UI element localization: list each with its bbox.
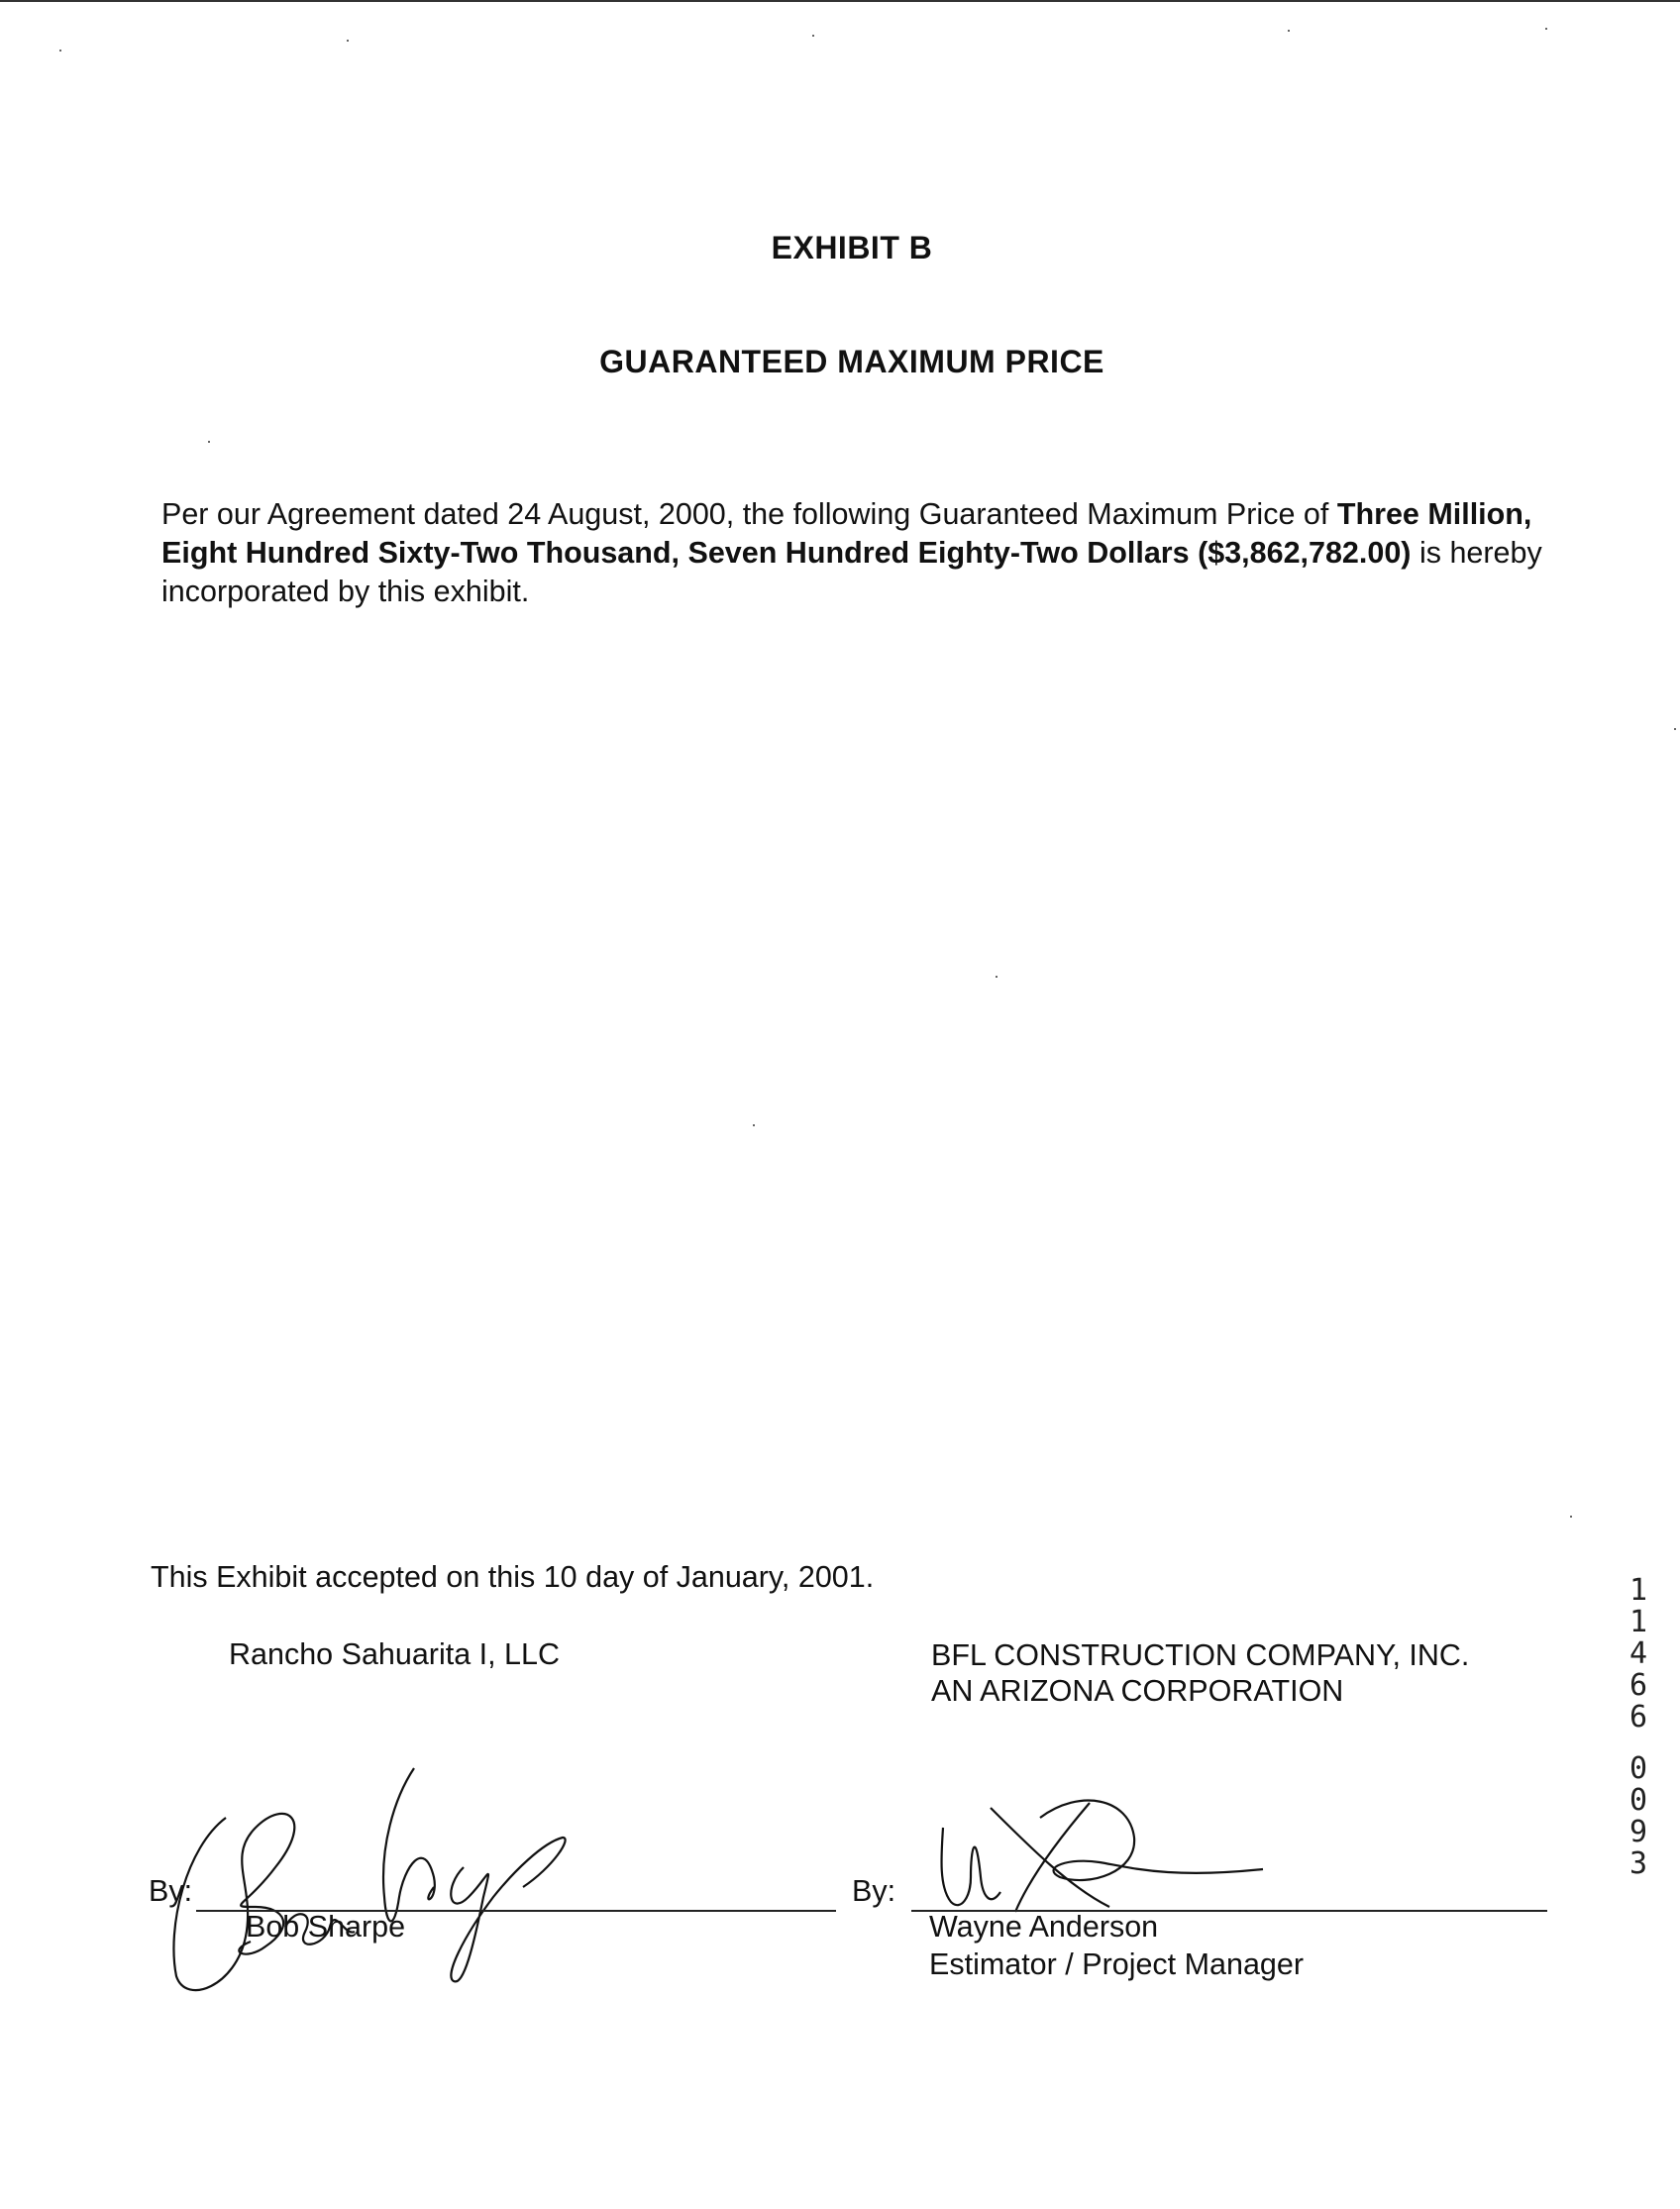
document-subtitle: GUARANTEED MAXIMUM PRICE — [599, 344, 1104, 379]
paragraph-outro: is hereby incorporated by this exhibit. — [161, 536, 1542, 608]
signature-left — [166, 1758, 602, 2016]
stamp-digit: 1 — [1628, 1573, 1648, 1608]
left-by-label: By: — [149, 1874, 193, 1908]
amount-words: Three Million, Eight Hundred Sixty-Two Thousand, Seven Hundred Eighty-Two Dollars ( — [161, 497, 1532, 570]
scan-edge — [0, 0, 1680, 2]
left-party-name: Rancho Sahuarita I, LLC — [229, 1637, 561, 1671]
right-signer-name: Wayne Anderson — [929, 1910, 1159, 1944]
right-party-descriptor: AN ARIZONA CORPORATION — [931, 1674, 1344, 1708]
scan-speck — [1570, 1516, 1572, 1518]
stamp-digit: 6 — [1628, 1700, 1648, 1735]
scan-speck — [1545, 28, 1547, 30]
scan-speck — [812, 35, 814, 37]
right-party-block — [931, 1637, 1469, 1709]
stamp-digit: 0 — [1628, 1751, 1648, 1786]
paragraph-intro: Per our Agreement dated 24 August, 2000, the following Guaranteed Maximum Price of — [161, 497, 1337, 531]
right-signer-title: Estimator / Project Manager — [929, 1947, 1305, 1981]
scan-speck — [1288, 30, 1290, 32]
document-title: EXHIBIT B — [771, 230, 933, 265]
stamp-digit: 0 — [1628, 1783, 1648, 1818]
stamp-digit: 4 — [1628, 1636, 1648, 1671]
scan-speck — [1674, 728, 1676, 730]
stamp-digit: 3 — [1628, 1846, 1648, 1881]
left-signer-name: Bob Sharpe — [246, 1910, 406, 1944]
stamp-gap — [1621, 1734, 1656, 1753]
scan-speck — [996, 976, 998, 978]
right-by-label: By: — [852, 1874, 896, 1908]
amount-figure: $3,862,782.00) — [1208, 536, 1412, 570]
scan-speck — [347, 40, 349, 42]
stamp-digit: 9 — [1628, 1815, 1648, 1849]
scan-speck — [208, 441, 210, 443]
scan-speck — [753, 1124, 755, 1126]
right-signer-block — [929, 1908, 1304, 1983]
stamp-digit: 1 — [1628, 1605, 1648, 1639]
stamp-digit: 6 — [1628, 1668, 1648, 1703]
scan-speck — [59, 50, 61, 52]
acceptance-statement: This Exhibit accepted on this 10 day of January, 2001. — [151, 1560, 875, 1594]
agreement-paragraph — [161, 495, 1568, 611]
signature-right — [921, 1788, 1278, 1927]
bates-stamp — [1621, 1575, 1656, 1880]
right-party-name: BFL CONSTRUCTION COMPANY, INC. — [931, 1638, 1470, 1672]
